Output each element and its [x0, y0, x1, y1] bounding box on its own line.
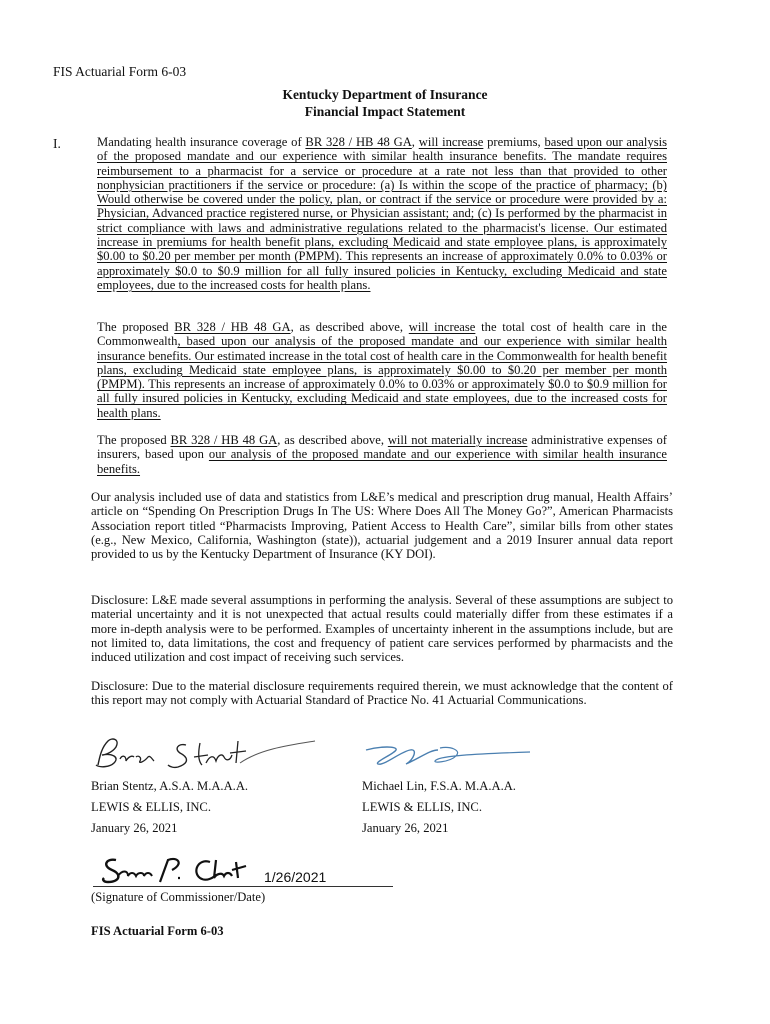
impact-phrase: will not materially increase: [387, 433, 528, 447]
form-id-bottom: FIS Actuarial Form 6-03: [91, 924, 224, 938]
bill-number: BR 328 / HB 48 GA: [305, 135, 412, 149]
brian-stentz-signature: [90, 735, 320, 775]
commissioner-date: 1/26/2021: [264, 869, 327, 885]
commissioner-signature-line: [93, 886, 393, 887]
impact-phrase: will increase: [408, 320, 476, 334]
header-subtitle: Financial Impact Statement: [304, 104, 466, 119]
bill-number: BR 328 / HB 48 GA: [170, 433, 278, 447]
analysis-paragraph: Our analysis included use of data and statistics from L&E’s medical and prescription drug manual, Health Affairs’ article on “Spending On Prescription Drugs In The US: Where Does All The Money Go?”, American Pharmacists Association report titled “Pharmacists Improving, Patient Access to Health Care”, similar bills from other states (e.g., New Mexico, California, Washington (state)), actuarial judgement and a 2019 Insurer annual data report provided to us by the Kentucky Department of Insurance (KY DOI).: [91, 490, 673, 562]
signatory-name: Michael Lin, F.S.A. M.A.A.A.: [362, 779, 516, 793]
signatory-date: January 26, 2021: [362, 821, 449, 835]
signatory-firm: LEWIS & ELLIS, INC.: [362, 800, 482, 814]
admin-expense-paragraph: The proposed BR 328 / HB 48 GA, as described above, will not materially increase administrative expenses of insurers, based upon our analysis of the proposed mandate and our experience with similar health insurance benefits.: [97, 433, 667, 476]
impact-phrase: will increase: [418, 135, 484, 149]
commissioner-signature: [98, 852, 258, 888]
form-id-top: FIS Actuarial Form 6-03: [53, 64, 187, 79]
header-title: Kentucky Department of Insurance: [282, 87, 488, 102]
signatory-firm: LEWIS & ELLIS, INC.: [91, 800, 211, 814]
signatory-name: Brian Stentz, A.S.A. M.A.A.A.: [91, 779, 249, 793]
disclosure-assumptions: Disclosure: L&E made several assumptions in performing the analysis. Several of these assumptions are subject to material uncertainty and it is not unexpected that actual results could materially differ from these estimates if a more in-depth analysis were to be performed. Examples of uncertainty inherent in the assumptions include, but are not limited to, data limitations, the cost and frequency of patient care services performed by pharmacists and the induced utilization and cost impact of receiving such services.: [91, 593, 673, 665]
commissioner-caption: (Signature of Commissioner/Date): [91, 890, 266, 904]
michael-lin-signature: [360, 740, 540, 770]
premium-impact-paragraph: Mandating health insurance coverage of BR 328 / HB 48 GA, will increase premiums, based upon our analysis of the proposed mandate and our experience with similar health insurance benefits. The mandate requires reimbursement to a pharmacist for a service or procedure at a rate not less than that provided to other nonphysician practitioners if the service or procedure: (a) Is within the scope of the practice of pharmacy; (b) Would otherwise be covered under the policy, plan, or contract if the service or procedure were provided by a: Physician, Advanced practice registered nurse, or Physician assistant; and; (c) Is performed by the pharmacist in strict compliance with laws and administrative regulations related to the pharmacist's license. Our estimated increase in premiums for health benefit plans, excluding Medicaid and state employee plans, is approximately $0.00 to $0.20 per member per month (PMPM). This represents an increase of approximately 0.0% to 0.03% or approximately $0.0 to $0.9 million for all fully insured policies in Kentucky, excluding Medicaid and state employees, due to the increased costs for health plans.: [97, 135, 667, 292]
bill-number: BR 328 / HB 48 GA: [174, 320, 291, 334]
disclosure-asop: Disclosure: Due to the material disclosure requirements required therein, we must acknowledge that the content of this report may not comply with Actuarial Standard of Practice No. 41 Actuarial Communications.: [91, 679, 673, 708]
signatory-date: January 26, 2021: [91, 821, 178, 835]
total-cost-paragraph: The proposed BR 328 / HB 48 GA, as described above, will increase the total cost of health care in the Commonwealth, based upon our analysis of the proposed mandate and our experience with similar health insurance benefits. Our estimated increase in the total cost of health care in the Commonwealth for health benefit plans, excluding Medicaid state employee plans, is approximately $0.00 to $0.20 per member per month (PMPM). This represents an increase of approximately 0.0% to 0.03% or approximately $0.0 to $0.9 million for all fully insured policies in Kentucky, excluding Medicaid and state employees, due to the increased costs for health plans.: [97, 320, 668, 420]
section-number: I.: [53, 136, 61, 151]
signatory-block-2: [362, 776, 516, 839]
signatory-block-1: [91, 776, 248, 839]
